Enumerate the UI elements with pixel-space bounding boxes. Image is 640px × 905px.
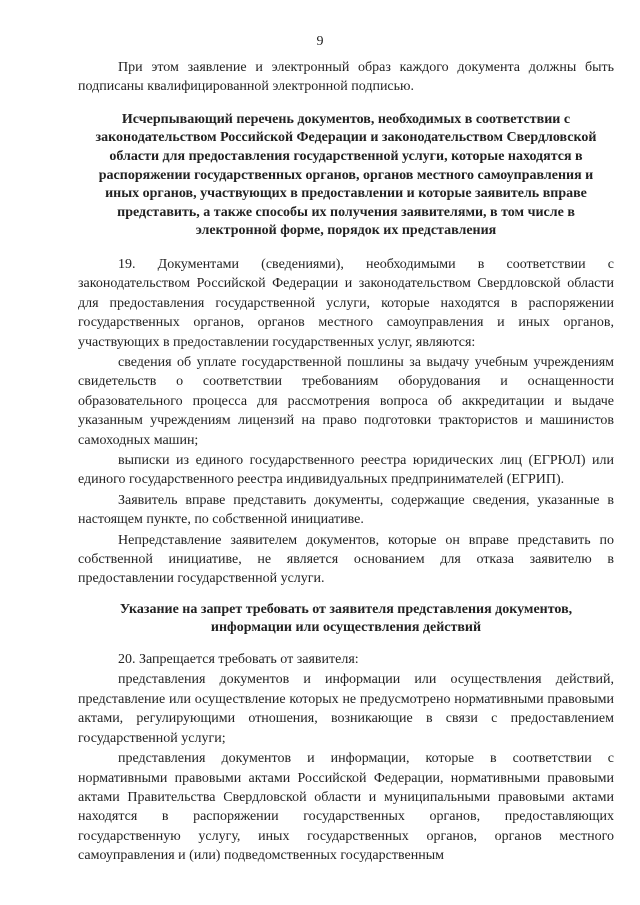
paragraph-fee-info: сведения об уплате государственной пошлины за выдачу учебным учреждениям свидетельств о соответствии требованиям оборудования и оснащенности образовательного процесса для рассмотрения вопроса об аккредитации и выдаче указанным учреждениям лицензий на право подготовки трактористов и машинистов самоходных машин; — [78, 355, 614, 448]
intro-paragraph: При этом заявление и электронный образ каждого документа должны быть подписаны квалифицированной электронной подписью. — [78, 60, 614, 95]
paragraph-non-submission: Непредставление заявителем документов, которые он вправе представить по собственной инициативе, не является основанием для отказа заявителю в предоставлении государственной услуги. — [78, 532, 614, 587]
page-number: 9 — [316, 34, 324, 49]
section-heading-documents-list: Исчерпывающий перечень документов, необходимых в соответствии с законодательством Российской Федерации и законодательством Свердловской области для предоставления государственной услуги, которые находятся в распоряжении государственных органов, органов местного самоуправления и иных органов, участвующих в предоставлении и которые заявитель вправе представить, а также способы их получения заявителями, в том числе в электронной форме, порядок их представления — [95, 111, 597, 239]
section-heading-prohibition: Указание на запрет требовать от заявителя представления документов, информации или осуществления действий — [119, 601, 573, 636]
paragraph-prohibition-1: представления документов и информации или осуществления действий, представление или осуществление которых не предусмотрено нормативными правовыми актами, регулирующими отношения, возникающие в связи с предоставлением государственной услуги; — [78, 672, 614, 746]
document-body — [78, 58, 614, 867]
paragraph-own-initiative: Заявитель вправе представить документы, содержащие сведения, указанные в настоящем пункте, по собственной инициативе. — [78, 492, 614, 528]
paragraph-19: 19. Документами (сведениями), необходимыми в соответствии с законодательством Российской Федерации и законодательством Свердловской области для предоставления государственной услуги, которые находятся в распоряжении государственных органов, органов местного самоуправления и иных органов, участвующих в предоставлении государственных услуг, являются: — [78, 256, 614, 350]
paragraph-prohibition-2: представления документов и информации, которые в соответствии с нормативными правовыми актами Российской Федерации, нормативными правовыми актами Правительства Свердловской области и муниципальными правовыми актами находятся в распоряжении государственных органов, предоставляющих государственную услугу, иных государственных органов, органов местного самоуправления и (или) подведомственных государственным — [78, 751, 614, 864]
paragraph-20: 20. Запрещается требовать от заявителя: — [118, 652, 359, 668]
paragraph-registry-extracts: выписки из единого государственного реестра юридических лиц (ЕГРЮЛ) или единого государственного реестра индивидуальных предпринимателей (ЕГРИП). — [78, 453, 614, 488]
